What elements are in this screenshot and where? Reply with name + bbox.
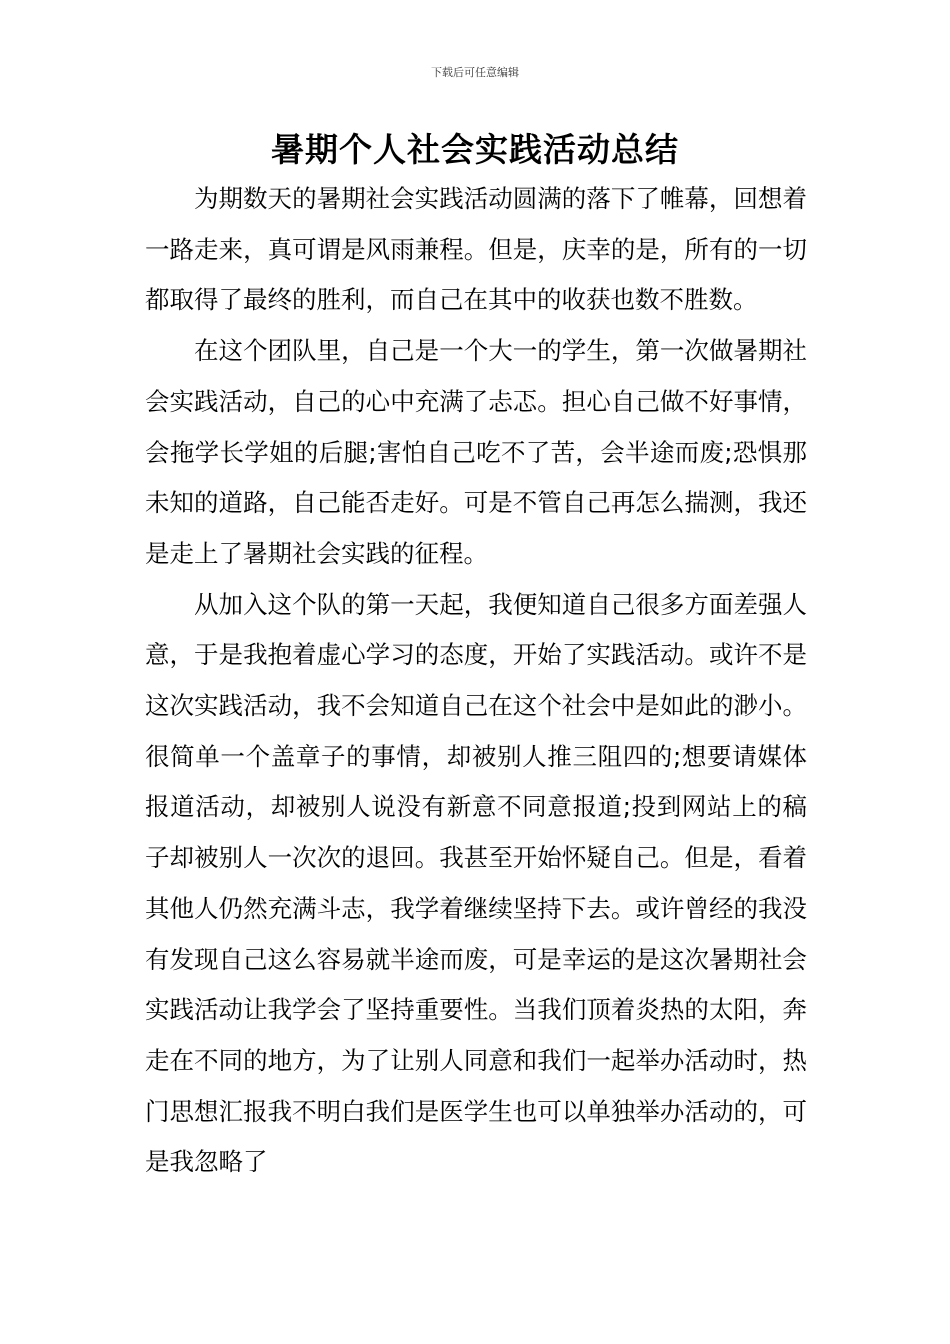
document-body	[145, 174, 807, 1188]
paragraph-2: 在这个团队里，自己是一个大一的学生，第一次做暑期社会实践活动，自己的心中充满了忐忑。担心自己做不好事情，会拖学长学姐的后腿;害怕自己吃不了苦，会半途而废;恐惧那未知的道路，自己能否走好。可是不管自己再怎么揣测，我还是走上了暑期社会实践的征程。	[145, 336, 807, 568]
paragraph-1: 为期数天的暑期社会实践活动圆满的落下了帷幕，回想着一路走来，真可谓是风雨兼程。但是，庆幸的是，所有的一切都取得了最终的胜利，而自己在其中的收获也数不胜数。	[145, 184, 807, 315]
header-note: 下载后可任意编辑	[431, 66, 519, 79]
paragraph-3: 从加入这个队的第一天起，我便知道自己很多方面差强人意，于是我抱着虚心学习的态度，开始了实践活动。或许不是这次实践活动，我不会知道自己在这个社会中是如此的渺小。很简单一个盖章子的事情，却被别人推三阻四的;想要请媒体报道活动，却被别人说没有新意不同意报道;投到网站上的稿子却被别人一次次的退回。我甚至开始怀疑自己。但是，看着其他人仍然充满斗志，我学着继续坚持下去。或许曾经的我没有发现自己这么容易就半途而废，可是幸运的是这次暑期社会实践活动让我学会了坚持重要性。当我们顶着炎热的太阳，奔走在不同的地方，为了让别人同意和我们一起举办活动时，热门思想汇报我不明白我们是医学生也可以单独举办活动的，可是我忽略了	[145, 589, 807, 1177]
document-title: 暑期个人社会实践活动总结	[271, 130, 679, 169]
